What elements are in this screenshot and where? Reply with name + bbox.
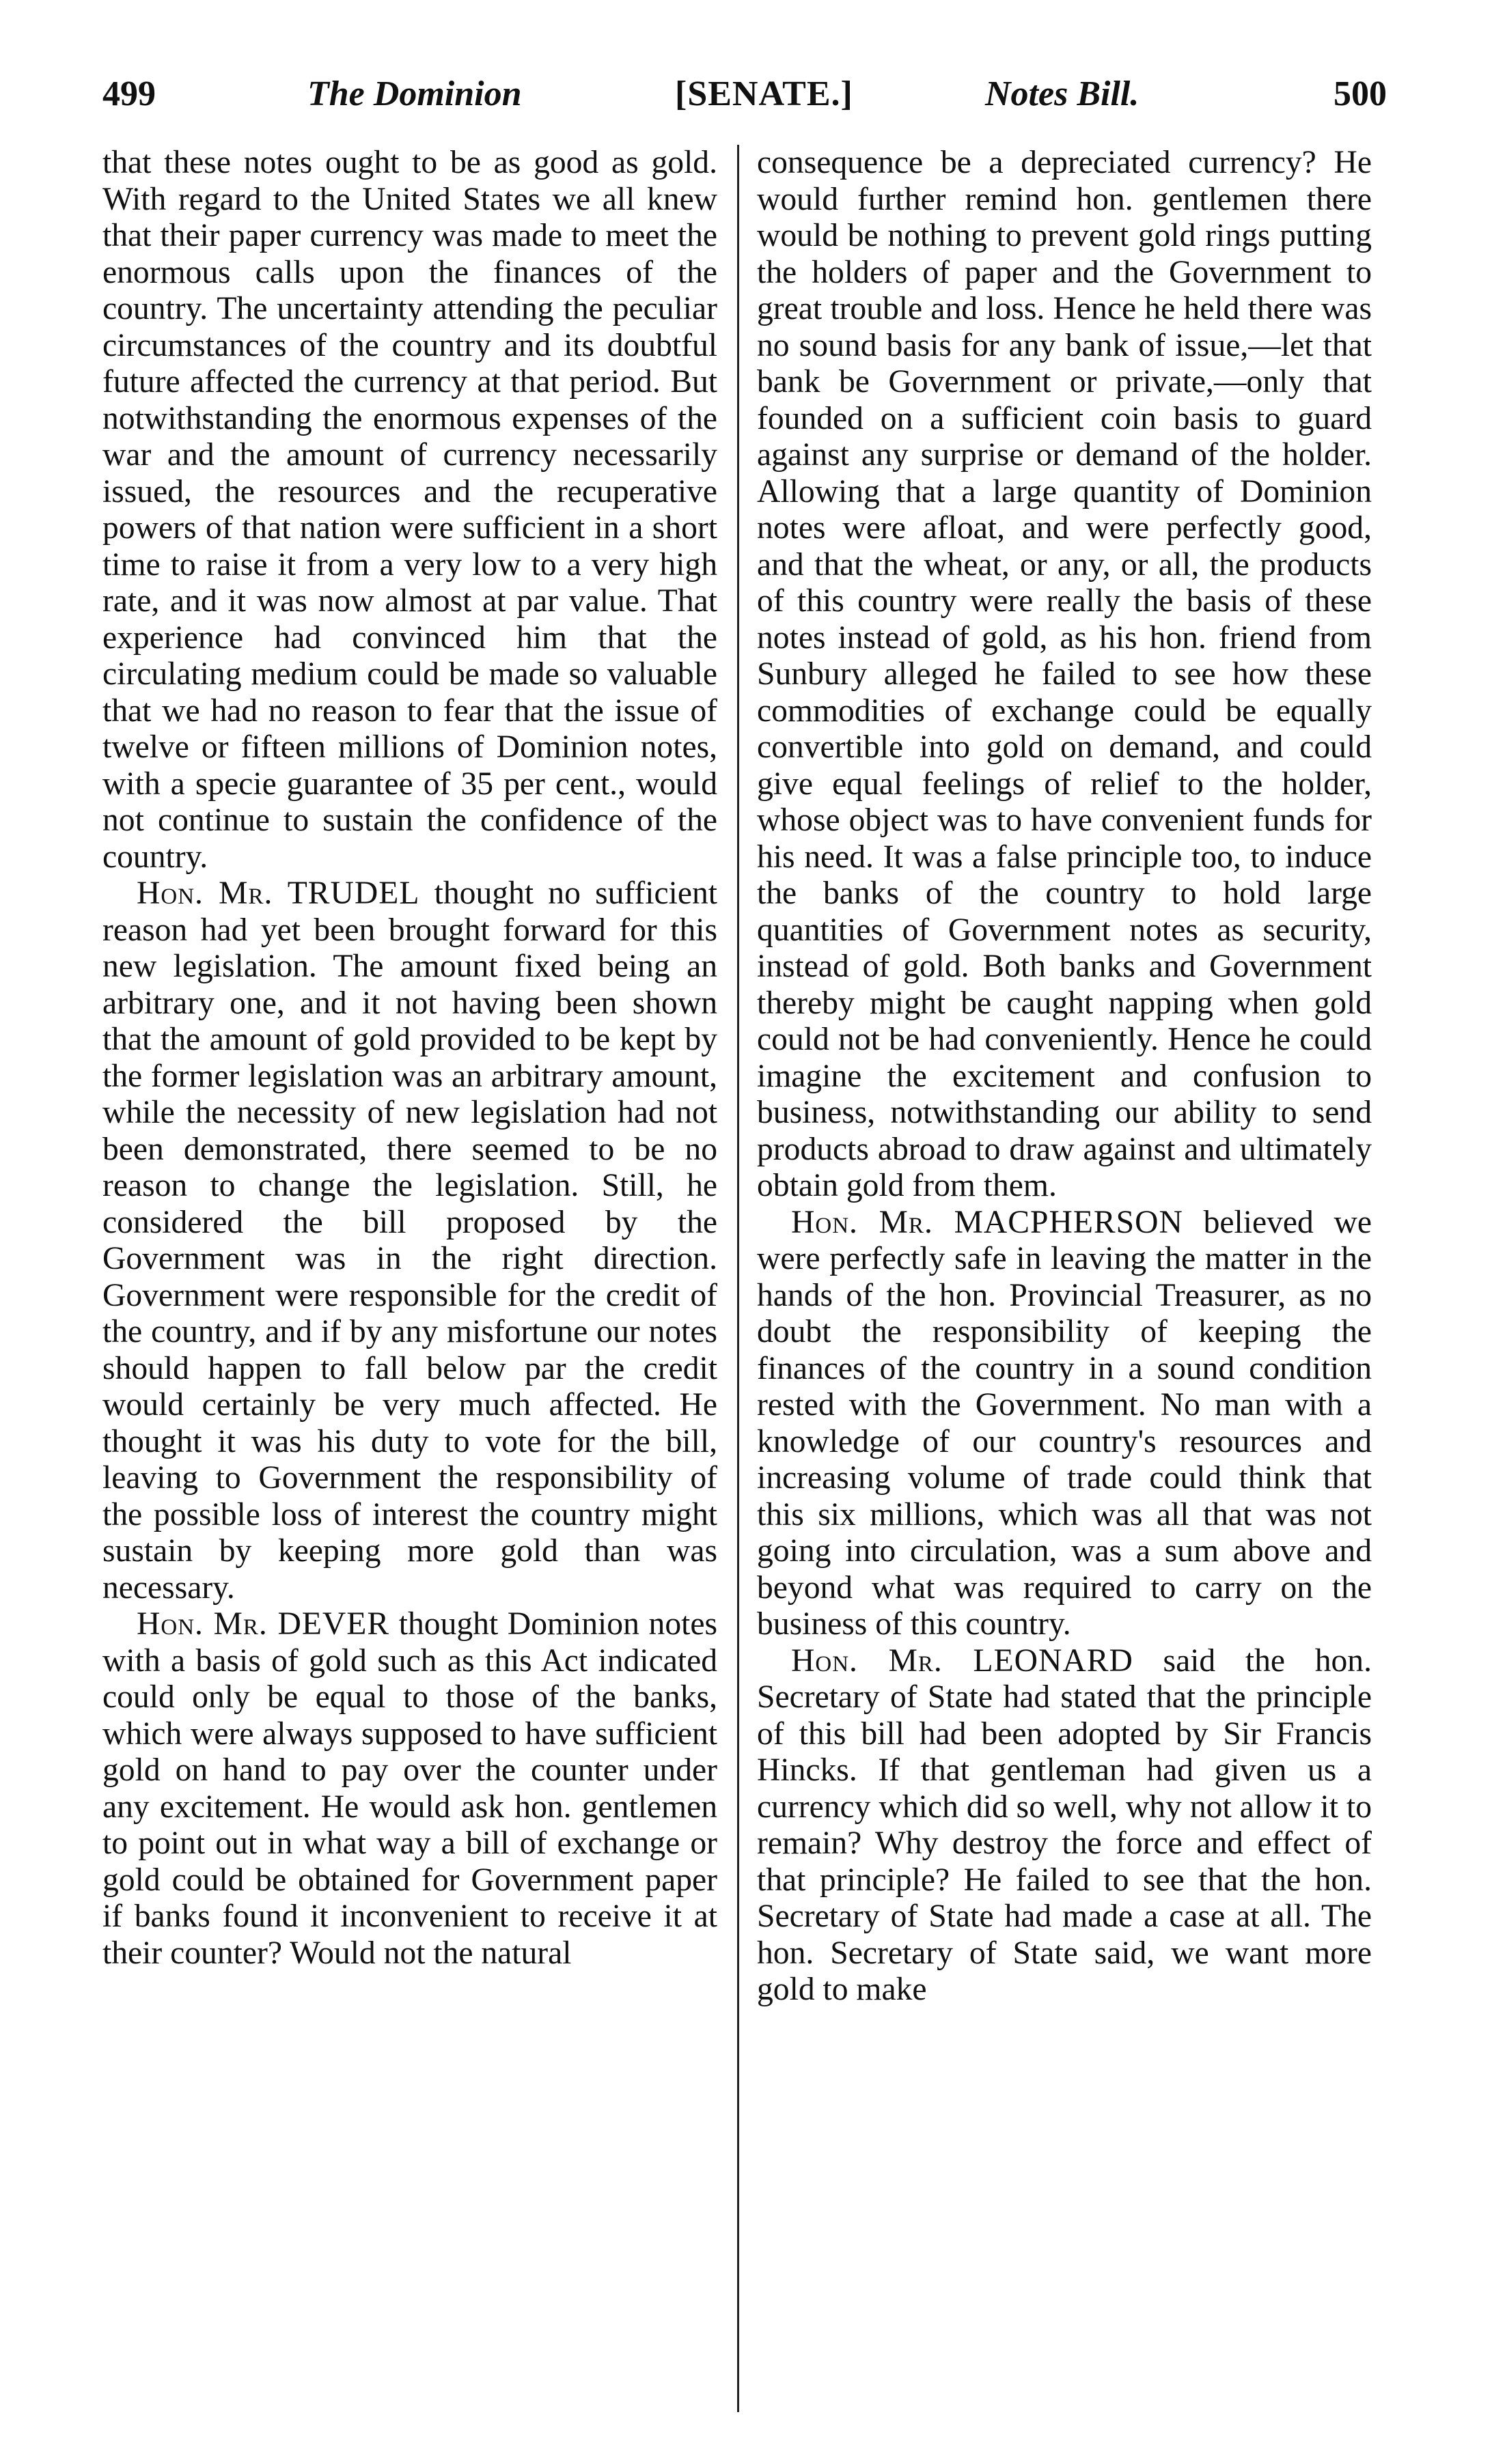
paragraph — [757, 145, 1372, 1205]
paragraph — [757, 1643, 1372, 2008]
right-column — [757, 145, 1372, 2008]
paragraph — [102, 876, 717, 1606]
left-column — [102, 145, 717, 1972]
running-head-left: The Dominion — [307, 74, 522, 113]
speaker-name: Hon. Mr. TRUDEL — [137, 876, 420, 911]
paragraph-text: consequence be a depreciated currency? He would further remind hon. gentlemen there would be nothing to prevent gold rings putting the holders of paper and the Government to great trouble and loss. Hence he held there was no sound basis for any bank of issue,—let that bank be Government or private,—only that founded on a sufficient coin basis to guard against any surprise or demand of the holder. Allowing that a large quantity of Dominion notes were afloat, and were perfectly good, and that the wheat, or any, or all, the products of this country were really the basis of these notes instead of gold, as his hon. friend from Sunbury alleged he failed to see how these commodities of exchange could be equally convertible into gold on demand, and could give equal feelings of relief to the holder, whose object was to have convenient funds for his need. It was a false principle too, to induce the banks of the country to hold large quantities of Government notes as security, instead of gold. Both banks and Government thereby might be caught napping when gold could not be had conveniently. Hence he could imagine the excitement and confusion to business, notwithstanding our ability to send products abroad to draw against and ultimately obtain gold from them. — [757, 145, 1372, 1203]
paragraph — [102, 1606, 717, 1972]
column-divider — [737, 145, 739, 2412]
paragraph-text: that these notes ought to be as good as gold. With regard to the United States we all knew that their paper currency was made to meet the enormous calls upon the finances of the country. The uncertainty attending the peculiar circumstances of the country and its doubtful future affected the currency at that period. But notwithstanding the enormous expenses of the war and the amount of currency necessarily issued, the resources and the recuperative powers of that nation were sufficient in a short time to raise it from a very low to a very high rate, and it was now almost at par value. That experience had convinced him that the circulating medium could be made so valuable that we had no reason to fear that the issue of twelve or fifteen millions of Dominion notes, with a specie guarantee of 35 per cent., would not continue to sustain the confidence of the country. — [102, 145, 717, 875]
paragraph-text: thought Dominion notes with a basis of gold such as this Act indicated could only be equal to those of the banks, which were always supposed to have sufficient gold on hand to pay over the counter under any excitement. He would ask hon. gentlemen to point out in what way a bill of exchange or gold could be obtained for Government paper if banks found it inconvenient to receive it at their counter? Would not the natural — [102, 1606, 717, 1971]
running-head-center: [SENATE.] — [675, 74, 853, 113]
paragraph-text: believed we were perfectly safe in leaving the matter in the hands of the hon. Provincial Treasurer, as no doubt the responsibility of keeping the finances of the country in a sound condition rested with the Government. No man with a knowledge of our country's resources and increasing volume of trade could think that this six millions, which was all that was not going into circulation, was a sum above and beyond what was required to carry on the business of this country. — [757, 1204, 1372, 1642]
paragraph — [757, 1205, 1372, 1643]
page-number-right: 500 — [1334, 74, 1387, 113]
paragraph-text: thought no sufficient reason had yet been brought forward for this new legislation. The amount fixed being an arbitrary one, and it not having been shown that the amount of gold provided to be kept by the former legislation was an arbitrary amount, while the necessity of new legislation had not been demonstrated, there seemed to be no reason to change the legislation. Still, he considered the bill proposed by the Government was in the right direction. Government were responsible for the credit of the country, and if by any misfortune our notes should happen to fall below par the credit would certainly be very much affected. He thought it was his duty to vote for the bill, leaving to Government the responsibility of the possible loss of interest the country might sustain by keeping more gold than was necessary. — [102, 876, 717, 1606]
speaker-name: Hon. Mr. LEONARD — [791, 1642, 1133, 1679]
paragraph — [102, 145, 717, 876]
speaker-name: Hon. Mr. MACPHERSON — [791, 1204, 1183, 1240]
speaker-name: Hon. Mr. DEVER — [137, 1606, 390, 1642]
paragraph-text: said the hon. Secretary of State had stated that the principle of this bill had been adopted by Sir Francis Hincks. If that gentleman had given us a currency which did so well, why not allow it to remain? Why destroy the force and effect of that principle? He failed to see that the hon. Secretary of State had made a case at all. The hon. Secretary of State said, we want more gold to make — [757, 1642, 1372, 2007]
running-head-right: Notes Bill. — [985, 74, 1139, 113]
page-number-left: 499 — [102, 74, 156, 113]
page-header — [102, 74, 1387, 128]
